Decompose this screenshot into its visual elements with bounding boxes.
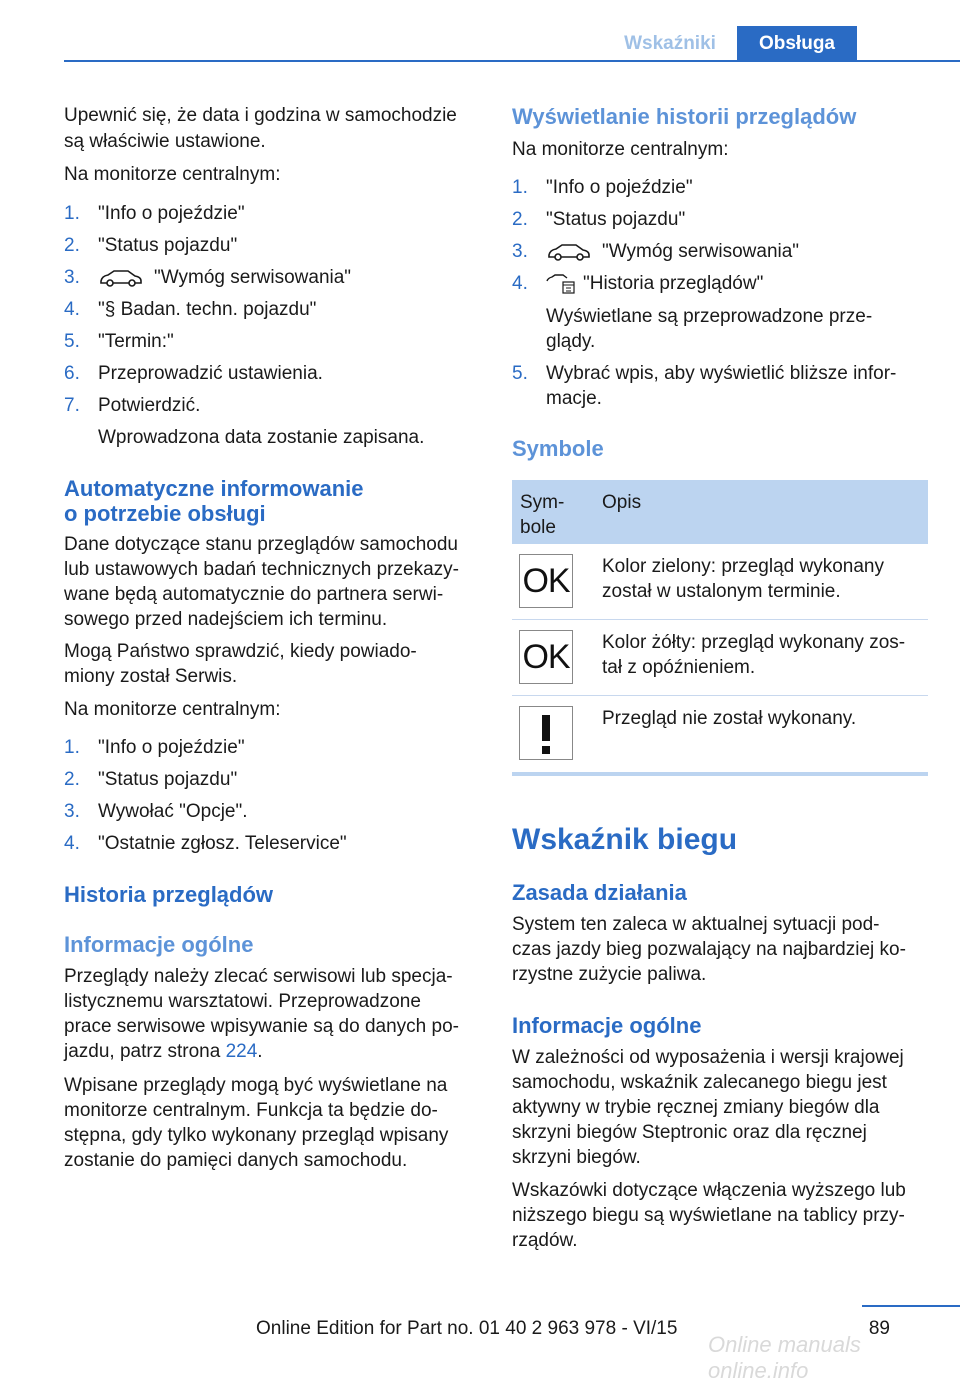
list-item: Wybrać wpis, aby wyświetlić bliższe infor- <box>546 363 897 384</box>
paragraph-text: . <box>257 1041 263 1062</box>
column-header-description: Opis <box>602 492 642 513</box>
symbols-table <box>512 480 928 771</box>
list-number: 2. <box>64 235 80 256</box>
tab-wskazniki[interactable]: Wskaźniki <box>624 33 716 54</box>
warning-exclamation-icon <box>519 706 573 760</box>
list-number: 4. <box>512 273 528 294</box>
symbols-title: Symbole <box>512 436 604 461</box>
paragraph-line: rzystne zużycie paliwa. <box>512 964 707 985</box>
list-item: "Status pojazdu" <box>546 209 686 230</box>
paragraph-line: skrzyni biegów. <box>512 1147 641 1168</box>
car-service-icon <box>546 242 592 267</box>
paragraph-line: System ten zaleca w aktualnej sytuacji pod- <box>512 914 880 935</box>
page-number: 89 <box>868 1318 890 1339</box>
list-item: Przeprowadzić ustawienia. <box>98 363 323 384</box>
paragraph-line: wane będą automatycznie do partnera serwi- <box>64 584 444 605</box>
paragraph-line: samochodu, wskaźnik zalecanego biegu jest <box>512 1072 887 1093</box>
list-item: Potwierdzić. <box>98 395 201 416</box>
column-header-symbol: Sym- <box>520 492 565 513</box>
monitor-label-3: Na monitorze centralnym: <box>512 139 729 160</box>
list-item: "Info o pojeździe" <box>98 737 245 758</box>
list-number: 5. <box>64 331 80 352</box>
list-item: "Termin:" <box>98 331 174 352</box>
table-bottom-rule <box>512 772 928 776</box>
paragraph-line: miony został Serwis. <box>64 666 238 687</box>
row-description: został w ustalonym terminie. <box>602 581 841 602</box>
monitor-label-2: Na monitorze centralnym: <box>64 699 281 720</box>
auto-info-title-1: Automatyczne informowanie <box>64 476 364 501</box>
paragraph-line: lub ustawowych badań technicznych przekazy- <box>64 559 459 580</box>
column-header-symbol: bole <box>520 517 556 538</box>
list-number: 5. <box>512 363 528 384</box>
paragraph-line: niższego biegu są wyświetlane na tablicy przy- <box>512 1205 905 1226</box>
paragraph-line: Mogą Państwo sprawdzić, kiedy powiado- <box>64 641 417 662</box>
list-item: Wywołać "Opcje". <box>98 801 248 822</box>
list-item: macje. <box>546 388 602 409</box>
ok-yellow-icon: OK <box>519 630 573 684</box>
row-description: Przegląd nie został wykonany. <box>602 708 857 729</box>
list-item: "Wymóg serwisowania" <box>154 267 352 288</box>
paragraph-line: listycznemu warsztatowi. Przeprowadzone <box>64 991 421 1012</box>
page-link[interactable]: 224 <box>225 1041 258 1062</box>
list-number: 4. <box>64 833 80 854</box>
intro-line-2: są właściwie ustawione. <box>64 131 266 152</box>
service-history-icon <box>546 273 576 300</box>
chapter-tabs <box>603 26 857 62</box>
paragraph-line: rządów. <box>512 1230 578 1251</box>
row-description: Kolor zielony: przegląd wykonany <box>602 556 884 577</box>
paragraph-line: monitorze centralnym. Funkcja ta będzie do- <box>64 1100 438 1121</box>
step-note: Wyświetlane są przeprowadzone prze- <box>546 306 873 327</box>
paragraph-line: skrzyni biegów Steptronic oraz dla ręcznej <box>512 1122 867 1143</box>
paragraph-line <box>64 1039 263 1065</box>
header-divider <box>64 60 960 62</box>
tab-obsluga[interactable]: Obsługa <box>737 26 857 62</box>
list-number: 1. <box>64 203 80 224</box>
table-header <box>512 480 928 544</box>
paragraph-line: sowego przed nadejściem ich terminu. <box>64 609 388 630</box>
list-number: 2. <box>64 769 80 790</box>
list-item: "Wymóg serwisowania" <box>602 241 800 262</box>
list-number: 6. <box>64 363 80 384</box>
list-number: 4. <box>64 299 80 320</box>
paragraph-line: zostanie do pamięci danych samochodu. <box>64 1150 408 1171</box>
monitor-label-1: Na monitorze centralnym: <box>64 164 281 185</box>
paragraph-line: prace serwisowe wpisywanie są do danych po- <box>64 1016 459 1037</box>
car-service-icon <box>98 268 144 293</box>
list-number: 3. <box>512 241 528 262</box>
list-item: "Ostatnie zgłosz. Teleservice" <box>98 833 347 854</box>
general-info-title: Informacje ogólne <box>64 932 254 957</box>
list-item: "§ Badan. techn. pojazdu" <box>98 299 317 320</box>
intro-line-1: Upewnić się, że data i godzina w samochodzie <box>64 105 457 126</box>
list-item: "Historia przeglądów" <box>583 273 764 294</box>
list-item: "Status pojazdu" <box>98 235 238 256</box>
table-row <box>512 544 928 620</box>
history-title: Historia przeglądów <box>64 882 274 907</box>
list-item: "Status pojazdu" <box>98 769 238 790</box>
paragraph-line: Przeglądy należy zlecać serwisowi lub specja- <box>64 966 453 987</box>
general-info-title-right: Informacje ogólne <box>512 1013 702 1038</box>
paragraph-text: jazdu, patrz strona <box>64 1041 226 1062</box>
display-history-title: Wyświetlanie historii przeglądów <box>512 104 857 129</box>
list-item: "Info o pojeździe" <box>98 203 245 224</box>
row-description: Kolor żółty: przegląd wykonany zos- <box>602 632 906 653</box>
list-number: 1. <box>64 737 80 758</box>
paragraph-line: stępna, gdy tylko wykonany przegląd wpisany <box>64 1125 449 1146</box>
paragraph-line: W zależności od wyposażenia i wersji krajowej <box>512 1047 904 1068</box>
auto-info-title-2: o potrzebie obsługi <box>64 501 266 526</box>
step-note: glądy. <box>546 331 596 352</box>
table-row <box>512 696 928 771</box>
edition-info: Online Edition for Part no. 01 40 2 963 978 - VI/15 <box>256 1318 678 1339</box>
list-number: 7. <box>64 395 80 416</box>
row-description: tał z opóźnieniem. <box>602 657 756 678</box>
gear-indicator-title: Wskaźnik biegu <box>512 823 738 856</box>
list-number: 3. <box>64 267 80 288</box>
paragraph-line: czas jazdy bieg pozwalający na najbardziej ko- <box>512 939 906 960</box>
paragraph-line: Dane dotyczące stanu przeglądów samochodu <box>64 534 458 555</box>
principle-title: Zasada działania <box>512 880 687 905</box>
list-number: 2. <box>512 209 528 230</box>
list-number: 1. <box>512 177 528 198</box>
paragraph-line: Wpisane przeglądy mogą być wyświetlane na <box>64 1075 448 1096</box>
list-number: 3. <box>64 801 80 822</box>
footer-divider <box>862 1305 960 1307</box>
paragraph-line: aktywny w trybie ręcznej zmiany biegów dla <box>512 1097 880 1118</box>
table-row <box>512 620 928 696</box>
ok-green-icon: OK <box>519 554 573 608</box>
watermark: Online manuals online.info <box>708 1332 861 1383</box>
paragraph-line: Wskazówki dotyczące włączenia wyższego lub <box>512 1180 906 1201</box>
step-note: Wprowadzona data zostanie zapisana. <box>98 427 425 448</box>
list-item: "Info o pojeździe" <box>546 177 693 198</box>
